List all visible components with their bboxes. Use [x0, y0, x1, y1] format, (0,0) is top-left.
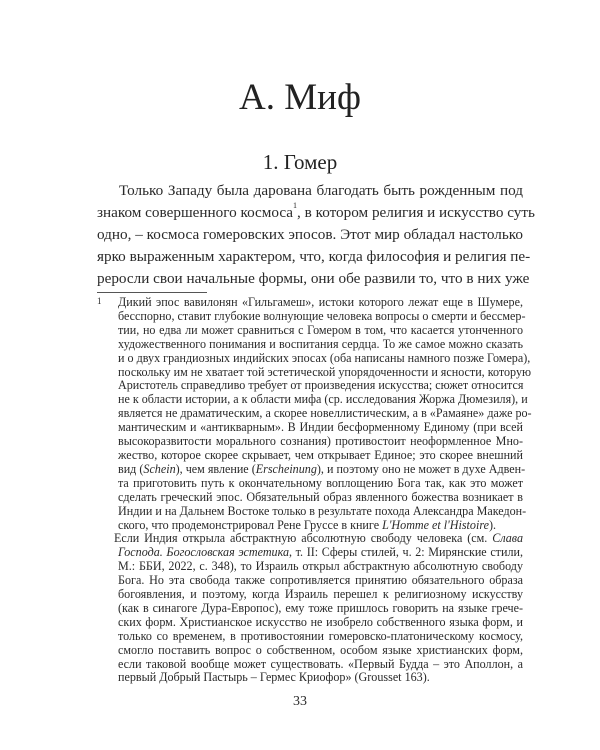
- footnote-text: [114, 295, 532, 685]
- text-line: [118, 560, 523, 574]
- text-segment: бесспорно, ставит глубокие волнующие человека вопросы о смерти и бессмер-: [118, 308, 526, 323]
- text-segment: богоявления, и поэтому, когда Израиль перешел к религиозному искусству: [118, 587, 523, 602]
- text-segment: Erscheinung: [255, 461, 317, 476]
- text-line: [118, 574, 523, 588]
- text-segment: сделать греческий эпос. Обязательный образ явленного божества возникает в: [118, 489, 523, 504]
- text-segment: ), и поэтому оно не может в духе Адвен-: [316, 461, 526, 476]
- text-segment: ярко выраженным характером, что, когда философия и религия пе-: [97, 248, 531, 265]
- text-segment: та приготовить путь к окончательному воплощению Бога так, как это может: [118, 475, 523, 490]
- text-segment: , в котором религия и искусство суть: [297, 204, 535, 221]
- text-segment: и о двух грандиозных индийских эпосах (оба написаны намного позже Гомера),: [118, 350, 531, 365]
- text-line: [97, 224, 523, 246]
- text-segment: первый Добрый Пастырь – Гермес Криофор» (Grousset 163).: [118, 670, 430, 685]
- text-line: [118, 421, 523, 435]
- text-segment: ских форм. Христианское искусство не изобрело собственного языка форм, и: [118, 614, 523, 629]
- text-line: [118, 392, 528, 407]
- text-line: [118, 308, 526, 324]
- chapter-title: А. Миф: [239, 77, 361, 118]
- text-line: [118, 630, 523, 644]
- text-segment: мантическим и «антикварным». В Индии бесформенному Единому (при всей: [118, 420, 523, 435]
- text-segment: L'Homme et l'Histoire: [382, 517, 489, 532]
- text-line: [118, 296, 523, 310]
- section-title: 1. Гомер: [262, 150, 338, 174]
- text-line: [118, 406, 532, 421]
- text-segment: знаком совершенного космоса: [97, 204, 294, 221]
- text-line: [118, 379, 523, 393]
- text-line: [118, 364, 532, 380]
- text-segment: Бога. Но эта свобода также сопротивляется принятию обязательного образа: [118, 573, 523, 588]
- page-number: 33: [293, 694, 307, 709]
- text-line: [118, 350, 531, 366]
- footnote-divider: [97, 292, 207, 293]
- text-line: [118, 449, 523, 463]
- text-segment: если таковой вообще может существовать. «Первый Будда – это Аполлон, а: [118, 656, 523, 671]
- text-segment: Дикий эпос вавилонян «Гильгамеш», истоки которого лежат еще в Шумере,: [118, 295, 523, 309]
- text-segment: М.: ББИ, 2022, с. 348), то Израиль открыл абстрактную абсолютную свободу: [118, 559, 523, 574]
- text-segment: Если Индия открыла абстрактную абсолютную свободу человека (см.: [114, 531, 493, 546]
- text-line: [118, 519, 523, 533]
- text-line: [118, 658, 523, 672]
- text-line: [118, 491, 523, 505]
- text-line: [118, 546, 523, 560]
- text-segment: (как в синагоге Дура-Европос), ему тоже пришлось говорить на языке грече-: [118, 600, 523, 615]
- text-segment: жество, которое скорее скрывает, чем открывает Единое; это скорее внешний: [118, 447, 523, 462]
- text-segment: смогло поставить вопрос о собственном, особом языке христианских форм,: [118, 642, 523, 657]
- text-segment: Индии и на Дальнем Востоке только в результате похода Александра Македон-: [118, 503, 527, 518]
- text-line: [118, 671, 523, 685]
- text-line: [118, 461, 526, 477]
- text-segment: не к области истории, а к области мифа (ср. исследования Жоржа Дюмезиля), и: [118, 392, 528, 407]
- text-line: [118, 602, 523, 616]
- text-segment: Schein: [143, 461, 176, 476]
- text-segment: Господа. Богословская эстетика: [118, 545, 289, 560]
- text-segment: , т. II: Сферы стилей, ч. 2: Мирянские стили,: [289, 545, 523, 560]
- text-segment: одно, – космоса гомеровских эпосов. Этот мир обладал настолько: [97, 226, 523, 243]
- text-segment: Только Западу была дарована благодать быть рожденным под: [119, 182, 523, 199]
- text-segment: вид (: [118, 461, 144, 476]
- text-line: [97, 246, 531, 268]
- text-line: [118, 338, 523, 352]
- text-segment: художественного понимания и воспитания сердца. То же самое можно сказать: [118, 336, 523, 351]
- text-line: [118, 324, 523, 338]
- text-segment: является не драматическим, а скорее новеллистическим, а в «Рамаяне» даже ро-: [118, 406, 532, 421]
- text-line: [118, 503, 527, 519]
- text-line: [118, 588, 523, 602]
- text-line: [118, 616, 523, 630]
- body-text: [97, 180, 535, 290]
- text-segment: ).: [488, 517, 497, 532]
- text-line: [118, 644, 523, 658]
- text-line: [118, 435, 523, 449]
- text-line: [97, 268, 530, 290]
- text-segment: поскольку им не хватает той эстетической упорядоченности и ясности, которую: [118, 364, 532, 379]
- text-segment: только со временем, в противостоянии гомеровско-платоническому космосу,: [118, 628, 523, 643]
- text-segment: Аристотель справедливо требует от произведения искусства; сюжет относится: [118, 378, 524, 393]
- text-segment: Слава: [492, 531, 523, 546]
- text-line: [100, 532, 523, 546]
- text-line: [97, 201, 535, 224]
- footnote-reference: 1: [293, 201, 298, 210]
- text-line: [118, 477, 523, 491]
- text-segment: ), чем явление (: [175, 461, 256, 476]
- text-segment: ского, что продемонстрировал Рене Груссе в книге: [118, 517, 383, 532]
- footnote-marker: 1: [97, 296, 102, 306]
- text-segment: тии, но едва ли может сравниться с Гомером в том, что касается утонченного: [118, 322, 523, 337]
- text-segment: реросли свои начальные формы, они обе развили то, что в них уже: [97, 270, 530, 287]
- text-segment: высокоразвитости морального сознания) противостоит неоформленное Мно-: [118, 434, 523, 449]
- text-line: [97, 180, 523, 202]
